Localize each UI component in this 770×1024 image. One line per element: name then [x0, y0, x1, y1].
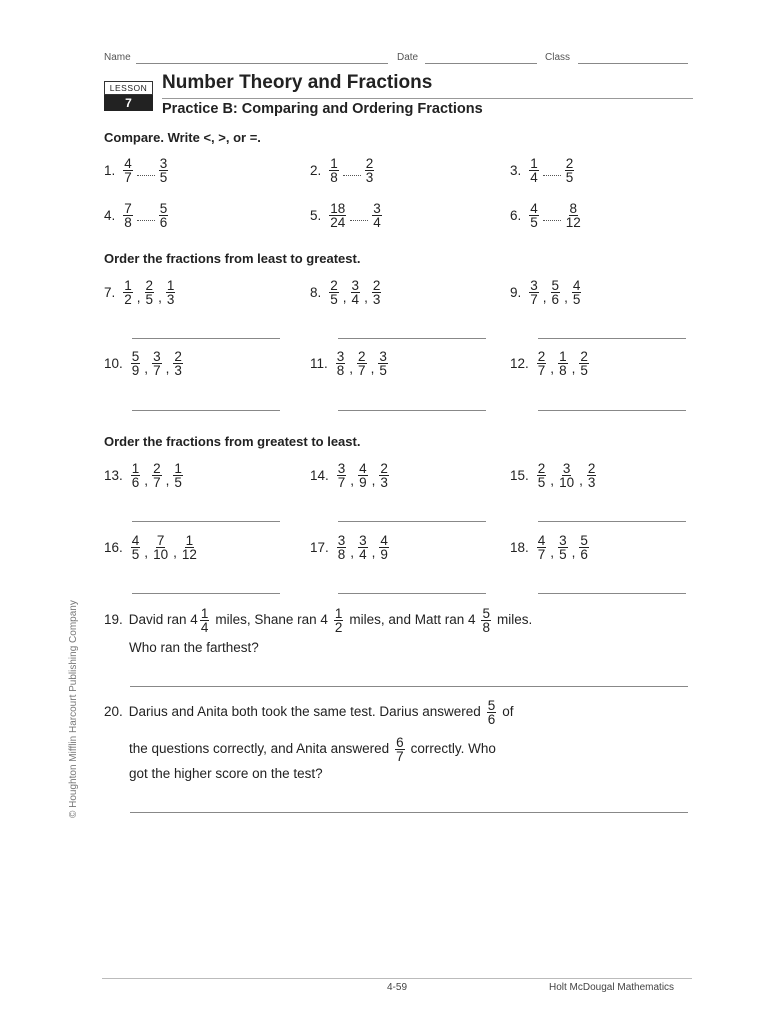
numerator: 4 — [572, 277, 581, 293]
fraction — [537, 350, 547, 377]
denominator: 5 — [572, 291, 581, 307]
fraction — [337, 462, 347, 489]
denominator: 7 — [358, 362, 366, 378]
fraction — [378, 350, 388, 377]
numerator: 2 — [330, 277, 338, 293]
answer-line[interactable] — [338, 338, 486, 339]
denominator: 7 — [537, 546, 546, 562]
order-problem — [104, 272, 177, 312]
denominator: 3 — [174, 362, 182, 378]
fraction — [565, 202, 582, 229]
separator: , — [165, 472, 170, 488]
compare-blank[interactable] — [137, 220, 155, 221]
denominator: 5 — [330, 291, 338, 307]
problem-number: 11. — [310, 355, 328, 371]
numerator: 1 — [174, 460, 182, 476]
lesson-badge — [104, 81, 153, 111]
numerator: 8 — [569, 200, 578, 216]
problem-number: 1. — [104, 162, 116, 178]
fraction — [159, 202, 169, 229]
fraction — [379, 462, 389, 489]
order-problem — [510, 527, 591, 567]
denominator: 5 — [174, 474, 182, 490]
denominator: 6 — [131, 474, 140, 490]
fraction — [173, 462, 183, 489]
denominator: 9 — [380, 546, 388, 562]
numerator: 3 — [336, 348, 345, 364]
problem-19-question: Who ran the farthest? — [129, 640, 259, 655]
fraction — [558, 462, 575, 489]
separator: , — [571, 544, 576, 560]
answer-line[interactable] — [538, 521, 686, 522]
fraction — [551, 279, 561, 306]
numerator: 1 — [330, 155, 338, 171]
problem-number: 20. — [104, 704, 123, 719]
answer-line-19[interactable] — [130, 686, 688, 687]
problem-number: 15. — [510, 467, 529, 483]
numerator: 2 — [372, 277, 381, 293]
problem-text: of — [502, 704, 514, 719]
numerator: 1 — [185, 532, 194, 548]
problem-text: miles. — [497, 612, 533, 627]
denominator: 5 — [565, 169, 574, 185]
answer-line[interactable] — [538, 338, 686, 339]
fraction — [145, 279, 155, 306]
problem-number: 19. — [104, 612, 123, 627]
fraction — [181, 534, 198, 561]
denominator: 3 — [166, 291, 175, 307]
numerator: 4 — [380, 532, 388, 548]
numerator: 2 — [565, 155, 574, 171]
denominator: 8 — [336, 362, 345, 378]
denominator: 6 — [551, 291, 560, 307]
fraction — [351, 279, 361, 306]
fraction — [529, 202, 539, 229]
numerator: 3 — [337, 532, 346, 548]
numerator: 1 — [124, 277, 132, 293]
problem-number: 7. — [104, 284, 116, 300]
order-problem — [104, 527, 200, 567]
denominator: 8 — [559, 362, 567, 378]
numerator: 2 — [580, 348, 588, 364]
compare-blank[interactable] — [543, 220, 561, 221]
problem-number: 14. — [310, 467, 329, 483]
separator: , — [370, 360, 375, 376]
problem-number: 16. — [104, 539, 123, 555]
denominator: 12 — [565, 214, 581, 230]
fraction — [372, 202, 382, 229]
numerator: 5 — [580, 532, 588, 548]
numerator: 3 — [159, 155, 168, 171]
separator: , — [542, 289, 547, 305]
separator: , — [173, 544, 177, 560]
denominator: 6 — [580, 546, 588, 562]
order-problem — [310, 343, 390, 383]
problem-number: 8. — [310, 284, 322, 300]
denominator: 2 — [124, 291, 132, 307]
fraction — [365, 157, 375, 184]
numerator: 2 — [145, 277, 154, 293]
fraction — [379, 534, 389, 561]
answer-line[interactable] — [132, 521, 280, 522]
denominator: 8 — [124, 214, 132, 230]
denominator: 12 — [181, 546, 197, 562]
problem-number: 2. — [310, 162, 322, 178]
lesson-label: LESSON — [104, 81, 153, 95]
compare-blank[interactable] — [350, 220, 368, 221]
problem-text: miles, and Matt ran 4 — [349, 612, 476, 627]
numerator: 1 — [166, 277, 175, 293]
fraction — [329, 279, 339, 306]
numerator: 5 — [551, 277, 560, 293]
separator: , — [144, 360, 149, 376]
denominator: 7 — [153, 362, 161, 378]
greatest-to-least-heading: Order the fractions from greatest to least. — [104, 434, 361, 449]
numerator: 2 — [380, 460, 388, 476]
numerator: 3 — [153, 348, 161, 364]
numerator: 5 — [159, 200, 168, 216]
problem-text: correctly. Who — [410, 741, 496, 756]
numerator: 18 — [330, 200, 346, 216]
compare-problem — [310, 150, 376, 190]
denominator: 7 — [124, 169, 132, 185]
separator: , — [349, 360, 354, 376]
denominator: 4 — [373, 214, 381, 230]
numerator: 1 — [530, 155, 538, 171]
fraction — [529, 157, 539, 184]
denominator: 24 — [330, 214, 346, 230]
numerator: 3 — [359, 532, 367, 548]
order-problem — [104, 455, 185, 495]
problem-number: 6. — [510, 207, 522, 223]
fraction — [357, 350, 367, 377]
fraction — [152, 350, 162, 377]
numerator: 7 — [156, 532, 165, 548]
denominator: 2 — [334, 619, 343, 635]
denominator: 6 — [159, 214, 168, 230]
answer-line[interactable] — [338, 521, 486, 522]
fraction — [481, 607, 491, 634]
fraction — [123, 157, 133, 184]
fraction — [152, 534, 169, 561]
separator: , — [564, 289, 568, 305]
compare-heading: Compare. Write <, >, or =. — [104, 130, 261, 145]
separator: , — [144, 472, 149, 488]
fraction — [131, 462, 141, 489]
numerator: 2 — [174, 348, 182, 364]
denominator: 9 — [359, 474, 367, 490]
publisher: Holt McDougal Mathematics — [549, 982, 675, 993]
fraction — [166, 279, 176, 306]
numerator: 7 — [124, 200, 132, 216]
problem-number: 18. — [510, 539, 529, 555]
denominator: 5 — [559, 546, 567, 562]
problem-number: 3. — [510, 162, 522, 178]
compare-blank[interactable] — [137, 175, 155, 176]
problem-number: 9. — [510, 284, 522, 300]
answer-line-20[interactable] — [130, 812, 688, 813]
denominator: 5 — [159, 169, 168, 185]
numerator: 1 — [334, 605, 343, 621]
answer-line[interactable] — [538, 593, 686, 594]
denominator: 6 — [487, 711, 496, 727]
fraction — [358, 534, 368, 561]
fraction — [529, 279, 539, 306]
numerator: 3 — [562, 460, 571, 476]
numerator: 2 — [365, 155, 374, 171]
fraction — [123, 202, 133, 229]
denominator: 3 — [380, 474, 388, 490]
answer-line[interactable] — [338, 410, 486, 411]
separator: , — [136, 289, 141, 305]
footer-rule — [102, 978, 692, 979]
lesson-number: 7 — [104, 95, 153, 111]
page-subtitle: Practice B: Comparing and Ordering Fractions — [162, 101, 483, 117]
numerator: 4 — [359, 460, 367, 476]
fraction — [329, 202, 346, 229]
separator: , — [342, 289, 347, 305]
numerator: 4 — [537, 532, 546, 548]
order-problem — [310, 272, 383, 312]
separator: , — [364, 289, 368, 305]
problem-number: 17. — [310, 539, 329, 555]
numerator: 5 — [487, 697, 496, 713]
denominator: 5 — [145, 291, 154, 307]
date-field[interactable] — [425, 63, 537, 64]
numerator: 5 — [482, 605, 490, 621]
numerator: 2 — [358, 348, 366, 364]
compare-blank[interactable] — [543, 175, 561, 176]
order-problem — [510, 272, 583, 312]
denominator: 7 — [537, 362, 546, 378]
numerator: 5 — [131, 348, 140, 364]
numerator: 3 — [379, 348, 387, 364]
problem-number: 5. — [310, 207, 322, 223]
problem-text: miles, Shane ran 4 — [215, 612, 328, 627]
denominator: 4 — [200, 619, 209, 635]
fraction — [337, 534, 347, 561]
fraction — [152, 462, 162, 489]
separator: , — [350, 544, 355, 560]
fraction — [358, 462, 368, 489]
numerator: 1 — [559, 348, 567, 364]
denominator: 5 — [379, 362, 387, 378]
problem-number: 10. — [104, 355, 123, 371]
problem-20-line2 — [129, 731, 496, 767]
problem-number: 12. — [510, 355, 529, 371]
denominator: 7 — [337, 474, 346, 490]
denominator: 10 — [559, 474, 575, 490]
separator: , — [371, 544, 376, 560]
denominator: 5 — [131, 546, 140, 562]
fraction — [329, 157, 339, 184]
answer-line[interactable] — [132, 410, 280, 411]
fraction — [334, 607, 344, 634]
numerator: 2 — [153, 460, 161, 476]
denominator: 3 — [372, 291, 381, 307]
numerator: 2 — [587, 460, 596, 476]
denominator: 4 — [530, 169, 538, 185]
denominator: 3 — [365, 169, 374, 185]
title-rule — [162, 98, 693, 99]
separator: , — [550, 360, 555, 376]
order-problem — [510, 343, 591, 383]
separator: , — [350, 472, 355, 488]
fraction — [572, 279, 582, 306]
problem-20-line3: got the higher score on the test? — [129, 766, 323, 781]
fraction — [487, 699, 497, 726]
fraction — [159, 157, 169, 184]
problem-20 — [104, 694, 514, 730]
order-problem — [310, 455, 391, 495]
compare-problem — [104, 150, 170, 190]
answer-line[interactable] — [132, 593, 280, 594]
fraction — [558, 350, 568, 377]
answer-line[interactable] — [538, 410, 686, 411]
numerator: 3 — [337, 460, 346, 476]
name-label: Name — [104, 52, 131, 63]
answer-line[interactable] — [338, 593, 486, 594]
compare-blank[interactable] — [343, 175, 361, 176]
separator: , — [371, 472, 376, 488]
denominator: 5 — [537, 474, 546, 490]
fraction — [372, 279, 382, 306]
problem-text: Darius and Anita both took the same test. Darius answered — [128, 704, 481, 719]
fraction — [173, 350, 183, 377]
least-to-greatest-heading: Order the fractions from least to greatest. — [104, 251, 361, 266]
numerator: 6 — [396, 734, 404, 750]
numerator: 2 — [537, 348, 546, 364]
numerator: 4 — [530, 200, 538, 216]
compare-problem — [310, 195, 384, 235]
separator: , — [165, 360, 170, 376]
denominator: 4 — [351, 291, 360, 307]
answer-line[interactable] — [132, 338, 280, 339]
separator: , — [571, 360, 576, 376]
compare-problem — [104, 195, 170, 235]
problem-text: David ran 4 — [128, 612, 198, 627]
problem-19 — [104, 602, 532, 638]
numerator: 3 — [559, 532, 567, 548]
fraction — [123, 279, 133, 306]
name-field[interactable] — [136, 63, 388, 64]
order-problem — [510, 455, 598, 495]
problem-number: 13. — [104, 467, 123, 483]
fraction — [558, 534, 568, 561]
denominator: 4 — [359, 546, 367, 562]
numerator: 4 — [124, 155, 132, 171]
separator: , — [550, 472, 555, 488]
denominator: 8 — [337, 546, 346, 562]
fraction — [565, 157, 575, 184]
numerator: 3 — [351, 277, 360, 293]
class-label: Class — [545, 52, 571, 63]
fraction — [336, 350, 346, 377]
order-problem — [104, 343, 185, 383]
fraction — [587, 462, 597, 489]
denominator: 7 — [530, 291, 538, 307]
denominator: 7 — [153, 474, 161, 490]
denominator: 7 — [396, 748, 404, 764]
denominator: 8 — [330, 169, 338, 185]
numerator: 3 — [530, 277, 538, 293]
numerator: 2 — [537, 460, 546, 476]
separator: , — [550, 544, 555, 560]
problem-number: 4. — [104, 207, 116, 223]
denominator: 8 — [482, 619, 490, 635]
fraction — [131, 534, 141, 561]
copyright: © Houghton Mifflin Harcourt Publishing Company — [68, 600, 79, 818]
denominator: 5 — [580, 362, 588, 378]
fraction — [579, 534, 589, 561]
date-label: Date — [397, 52, 419, 63]
numerator: 3 — [373, 200, 381, 216]
numerator: 4 — [131, 532, 140, 548]
denominator: 3 — [587, 474, 596, 490]
denominator: 9 — [131, 362, 140, 378]
order-problem — [310, 527, 391, 567]
fraction — [131, 350, 141, 377]
denominator: 10 — [153, 546, 169, 562]
compare-problem — [510, 150, 576, 190]
numerator: 1 — [131, 460, 140, 476]
page-number: 4-59 — [387, 982, 408, 993]
separator: , — [144, 544, 149, 560]
separator: , — [158, 289, 162, 305]
compare-problem — [510, 195, 584, 235]
fraction — [537, 462, 547, 489]
fraction — [200, 607, 210, 634]
fraction — [579, 350, 589, 377]
fraction — [395, 736, 405, 763]
fraction — [537, 534, 547, 561]
page-title: Number Theory and Fractions — [162, 72, 433, 93]
numerator: 1 — [200, 605, 209, 621]
denominator: 5 — [530, 214, 538, 230]
class-field[interactable] — [578, 63, 688, 64]
problem-text: the questions correctly, and Anita answered — [129, 741, 390, 756]
separator: , — [579, 472, 583, 488]
